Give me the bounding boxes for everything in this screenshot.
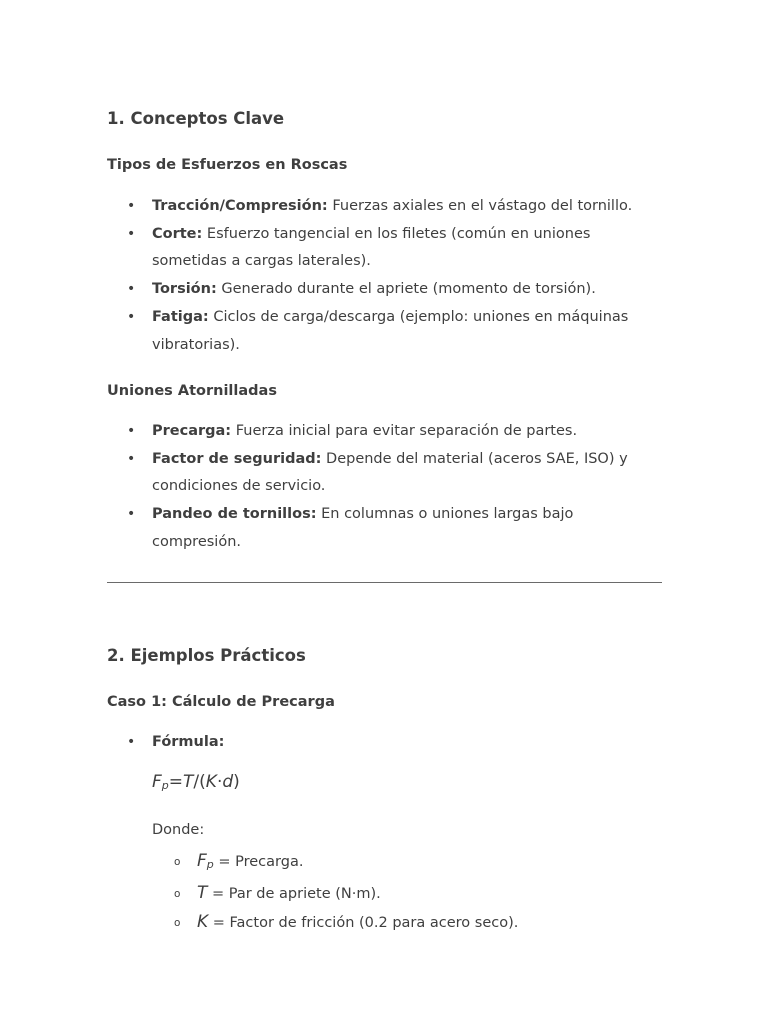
formula-k: K: [205, 772, 217, 792]
formula-torque: T: [183, 772, 194, 792]
list-formula: [107, 729, 662, 757]
precarga-formula: [152, 772, 240, 792]
formula-label: Fórmula:: [152, 734, 225, 750]
variable-symbol-letter: F: [197, 851, 207, 871]
list-item-term: Corte:: [152, 225, 203, 242]
list-item-term: Precarga:: [152, 423, 232, 439]
formula-lhs-subscript: p: [161, 779, 169, 792]
list-item-term: Fatiga:: [152, 308, 209, 325]
formula-divide-open: /(: [193, 772, 206, 792]
list-item: [107, 501, 662, 556]
list-item: [107, 304, 662, 359]
list-item-text: Fuerza inicial para evitar separación de partes.: [231, 423, 578, 439]
list-item-text: En columnas o uniones largas bajo compresión.: [152, 506, 574, 550]
list-tipos-esfuerzos: [107, 193, 662, 359]
variable-symbol-subscript: p: [206, 858, 214, 871]
list-item-term: Torsión:: [152, 281, 217, 298]
formula-close: ): [233, 772, 240, 792]
section-title-ejemplos-practicos: 2. Ejemplos Prácticos: [107, 646, 306, 665]
formula-lhs: F: [152, 772, 162, 792]
list-item-term: Pandeo de tornillos:: [152, 506, 317, 523]
list-uniones-atornilladas: [107, 418, 662, 557]
list-item-term: Factor de seguridad:: [152, 450, 322, 467]
section-title-conceptos-clave: 1. Conceptos Clave: [107, 109, 285, 128]
variable-description: = Factor de fricción (0.2 para acero seco).: [208, 915, 519, 931]
list-item-text: Generado durante el apriete (momento de torsión).: [216, 281, 596, 298]
list-item-text: Ciclos de carga/descarga (ejemplo: uniones en máquinas vibratorias).: [152, 308, 629, 353]
variable-item: [152, 879, 662, 908]
list-item: [107, 446, 662, 501]
subsection-title-tipos-esfuerzos: Tipos de Esfuerzos en Roscas: [107, 157, 348, 173]
variable-description: = Precarga.: [213, 854, 304, 870]
list-item-term: Tracción/Compresión:: [152, 198, 328, 214]
where-label: Donde:: [152, 822, 205, 838]
list-item: [107, 276, 662, 304]
list-item: [107, 418, 662, 446]
variable-symbol: [197, 912, 208, 932]
subsection-title-uniones-atornilladas: Uniones Atornilladas: [107, 383, 277, 399]
subsection-title-caso-1: Caso 1: Cálculo de Precarga: [107, 694, 335, 710]
list-item-text: Fuerzas axiales en el vástago del tornillo.: [327, 198, 633, 214]
variable-item: [152, 847, 662, 879]
formula-dot: ·: [216, 772, 223, 792]
variable-description: = Par de apriete (N·m).: [207, 886, 381, 902]
list-item: [107, 729, 662, 757]
formula-equals: =: [168, 772, 184, 792]
variable-symbol-letter: K: [197, 912, 209, 932]
variable-item: [152, 908, 662, 937]
list-item: [107, 221, 662, 276]
variable-symbol: [197, 851, 214, 871]
variables-list: [152, 847, 662, 937]
list-item-text: Esfuerzo tangencial en los filetes (común en uniones sometidas a cargas laterales).: [152, 225, 591, 270]
variable-symbol: [197, 883, 207, 903]
horizontal-divider: [107, 582, 662, 583]
formula-d: d: [222, 772, 234, 792]
list-item-text: Depende del material (aceros SAE, ISO) y condiciones de servicio.: [152, 450, 628, 495]
variable-symbol-letter: T: [197, 883, 208, 903]
list-item: [107, 193, 662, 221]
